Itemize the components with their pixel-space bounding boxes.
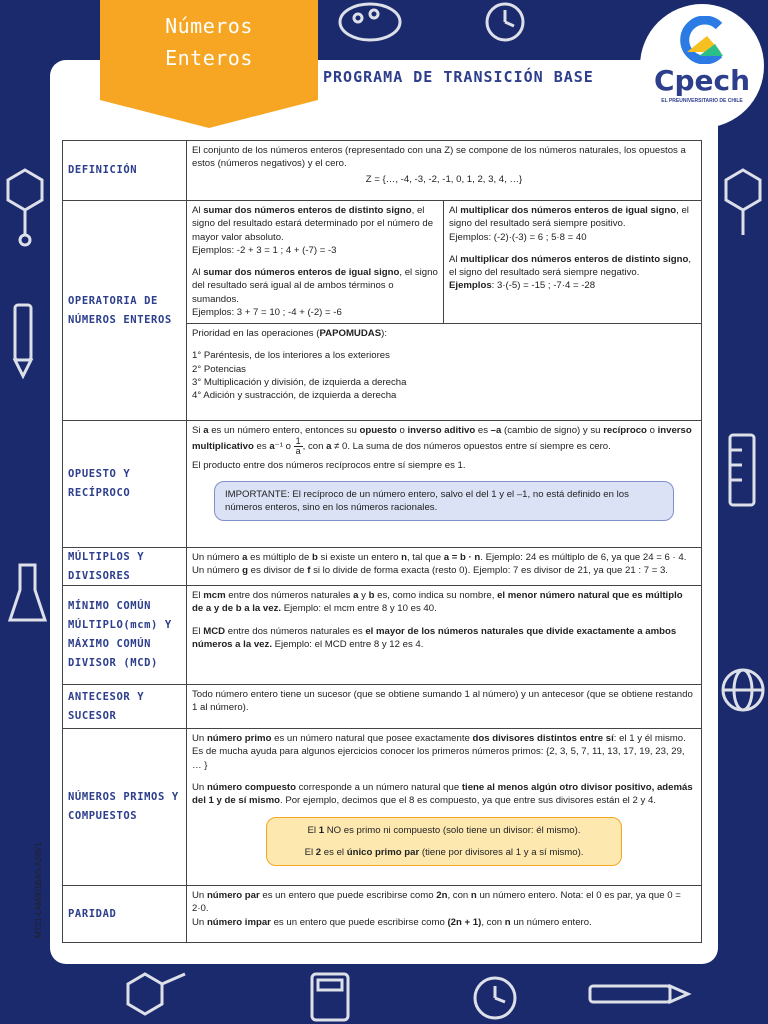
prioridad-3: 3° Multiplicación y división, de izquierda a derecha [192,376,407,388]
operatoria-prioridad: Prioridad en las operaciones (PAPOMUDAS): 1° Paréntesis, de los interiores a los exteriores 2° Potencias 3° Multiplicación y división, de izquierda a derecha 4° Adición y sustracción, de izquierda a derecha [187,324,701,405]
row-definicion [63,141,701,201]
label-multiplos: MÚLTIPLOS Y DIVISORES [63,548,187,585]
operatoria-split [187,201,701,324]
row-paridad [63,886,701,942]
molecule-icon-3 [100,966,190,1024]
label-antecesor: ANTECESOR Y SUCESOR [63,685,187,728]
pencil-icon-2 [580,966,700,1024]
ribbon-title-line2: Enteros [165,46,253,70]
ribbon-title-line1: Números [165,14,253,38]
palette-icon [330,0,410,56]
row-primos [63,729,701,886]
suma-ejemplos-1: Ejemplos: -2 + 3 = 1 ; 4 + (-7) = -3 [192,244,337,256]
ruler-icon [720,430,768,510]
label-definicion: DEFINICIÓN [63,141,187,200]
clock-icon-2 [460,966,530,1024]
label-mcm: MÍNIMO COMÚN MÚLTIPLO(mcm) Y MÁXIMO COMÚN DIVISOR (MCD) [63,586,187,684]
summary-table [62,140,702,943]
globe-icon [718,660,768,720]
suma-ejemplos-2: Ejemplos: 3 + 7 = 10 ; -4 + (-2) = -6 [192,307,342,319]
prioridad-2: 2° Potencias [192,363,246,375]
operatoria-multiplicacion: Al multiplicar dos números enteros de igual signo, el signo del resultado será siempre positivo. Ejemplos: (-2)·(-3) = 6 ; 5·8 = 40 Al multiplicar dos números enteros de distinto signo, el signo del resultado será siempre negativo. Ejemplos: 3·(-5) = -15 ; -7·4 = -28 [444,201,701,323]
row-multiplos [63,548,701,586]
mult-ejemplos-1: Ejemplos: (-2)·(-3) = 6 ; 5·8 = 40 [449,231,587,243]
molecule-icon [0,160,50,250]
ribbon-title [100,10,318,74]
label-paridad: PARIDAD [63,886,187,942]
opuesto-producto: El producto entre dos números recíprocos entre sí siempre es 1. [192,460,466,472]
clock-icon [470,0,540,56]
fraction-1-over-a: $\frac{1}{a}$ [295,436,301,457]
pencil-icon [0,300,50,380]
content-multiplos: Un número a es múltiplo de b si existe un entero n, tal que a = b · n. Ejemplo: 24 es múltiplo de 6, ya que 24 = 6 · 4. Un número g es divisor de f si lo divide de forma exacta (resto 0). Ejemplo: 7 es divisor de 21, ya que 21 : 7 = 3. [192,552,687,577]
label-primos: NÚMEROS PRIMOS Y COMPUESTOS [63,729,187,885]
row-antecesor [63,685,701,729]
content-antecesor [187,685,701,728]
primos-note: El 1 NO es primo ni compuesto (solo tiene un divisor: él mismo). El 2 es el único primo par (tiene por divisores al 1 y a sí mismo). [266,817,622,866]
row-mcm [63,586,701,685]
operatoria-suma: Al sumar dos números enteros de distinto signo, el signo del resultado estará determinado por el número de mayor valor absoluto. Ejemplos: -2 + 3 = 1 ; 4 + (-7) = -3 Al sumar dos números enteros de igual signo, el signo del resultado será igual al de ambos términos o sumandos. Ejemplos: 3 + 7 = 10 ; -4 + (-2) = -6 [187,201,444,323]
program-title: PROGRAMA DE TRANSICIÓN BASE [323,68,594,86]
logo-text: Cpech [653,64,751,97]
row-operatoria [63,201,701,421]
molecule-icon-2 [718,160,768,250]
content-definicion [187,141,701,200]
prioridad-1: 1° Paréntesis, de los interiores a los exteriores [192,350,390,362]
title-ribbon [100,0,318,130]
important-note: IMPORTANTE: El recíproco de un número entero, salvo el del 1 y el –1, no está definido en los números enteros, sino en los números racionales. [214,481,674,521]
antecesor-text: Todo número entero tiene un sucesor (que se obtiene sumando 1 al número) y un antecesor (que se obtiene restando 1 al número). [192,689,693,714]
row-opuesto [63,421,701,548]
cpech-logo [640,4,764,128]
definicion-set: Z = {…, -4, -3, -2, -1, 0, 1, 2, 3, 4, …} [365,173,523,185]
document-code: MT21-LAM001BAS-A20V1 [34,842,43,938]
mult-ejemplos-2: Ejemplos: 3·(-5) = -15 ; -7·4 = -28 [449,280,596,292]
flask-icon [5,560,50,630]
content-primos: Un número primo es un número natural que posee exactamente dos divisores distintos entre sí: el 1 y él mismo. Es de mucha ayuda para algunos ejercicios conocer los primeros números primos: {2, 3, 5, 7, 11, 13, 17, 19, 23, 29, … } Un número compuesto corresponde a un número natural que tiene al menos algún otro divisor positivo, además del 1 y de sí mismo. Por ejemplo, decimos que el 8 es compuesto, ya que entre sus divisores están el 2 y 4. El 1 NO es primo ni compuesto (solo tiene un divisor: él mismo). El 2 es el único primo par (tiene por divisores al 1 y a sí mismo). [187,729,701,885]
content-operatoria [187,201,701,420]
content-mcm: El mcm entre dos números naturales a y b es, como indica su nombre, el menor número natural que es múltiplo de a y de b a la vez. Ejemplo: el mcm entre 8 y 10 es 40. El MCD entre dos números naturales es el mayor de los números naturales que divide exactamente a ambos números a la vez. Ejemplo: el MCD entre 8 y 12 es 4. [192,590,683,650]
label-operatoria: OPERATORIA DE NÚMEROS ENTEROS [63,201,187,420]
calculator-icon [300,966,360,1024]
prioridad-4: 4° Adición y sustracción, de izquierda a derecha [192,390,397,402]
definicion-text: El conjunto de los números enteros (representado con una Z) se compone de los números naturales, los opuestos a estos (números negativos) y el cero. [192,145,686,170]
logo-c-icon [677,16,727,64]
logo-subtitle: EL PREUNIVERSITARIO DE CHILE [661,98,743,104]
content-opuesto: Si a es un número entero, entonces su opuesto o inverso aditivo es –a (cambio de signo) y su recíproco o inverso multiplicativo es a⁻¹ o $\frac{1}{a}$ , con a ≠ 0. La suma de dos números opuestos entre sí siempre es cero. El producto entre dos números recíprocos entre sí siempre es 1. IMPORTANTE: El recíproco de un número entero, salvo el del 1 y el –1, no está definido en los números enteros, sino en los números racionales. [187,421,701,547]
content-paridad: Un número par es un entero que puede escribirse como 2n, con n un número entero. Nota: el 0 es par, ya que 0 = 2·0. Un número impar es un entero que puede escribirse como (2n + 1), con n un número entero. [192,890,681,928]
label-opuesto: OPUESTO Y RECÍPROCO [63,421,187,547]
